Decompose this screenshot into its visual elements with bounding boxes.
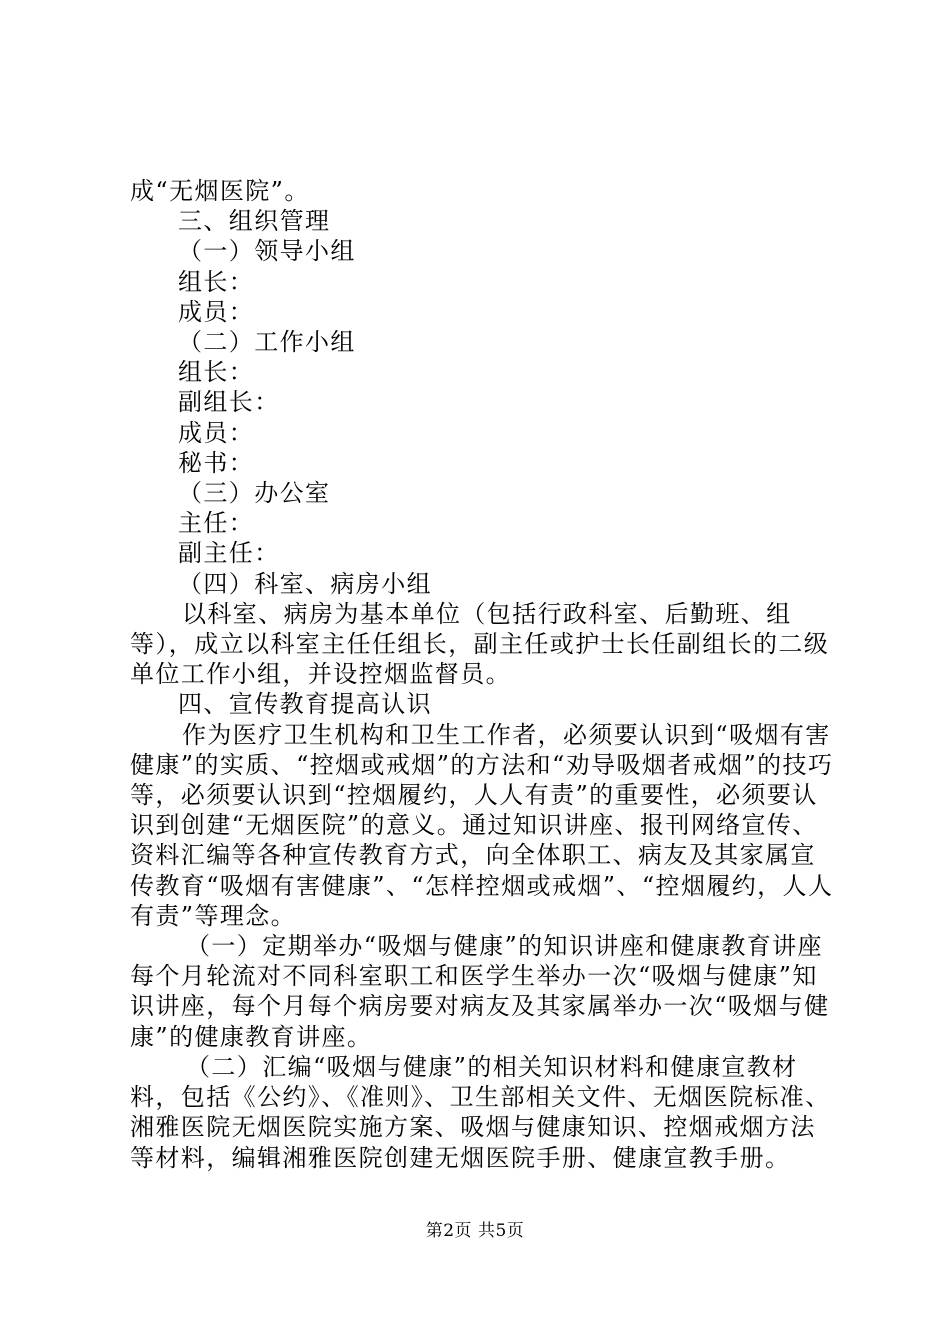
subsection-department-ward-group: （四）科室、病房小组	[178, 569, 432, 598]
field-deputy-leader: 副组长：	[178, 388, 280, 417]
section-heading-organization: 三、组织管理	[178, 207, 331, 236]
field-members: 成员：	[178, 297, 255, 326]
subsection-working-group: （二）工作小组	[178, 328, 356, 357]
field-members: 成员：	[178, 418, 255, 447]
subsection-leadership-group: （一）领导小组	[178, 237, 356, 266]
page-number-footer: 第2页 共5页	[425, 1221, 525, 1241]
section-heading-education: 四、宣传教育提高认识	[178, 690, 432, 719]
field-leader: 组长：	[178, 267, 255, 296]
paragraph-department-units: 以科室、病房为基本单位（包括行政科室、后勤班、组等），成立以科室主任任组长，副主任或护士长任副组长的二级单位工作小组，并设控烟监督员。	[130, 599, 830, 689]
field-director: 主任：	[178, 509, 255, 538]
paragraph-lectures: （一）定期举办“吸烟与健康”的知识讲座和健康教育讲座每个月轮流对不同科室职工和医学生举办一次“吸烟与健康”知识讲座，每个月每个病房要对病友及其家属举办一次“吸烟与健康”的健康教育讲座。	[130, 932, 830, 1051]
paragraph-materials: （二）汇编“吸烟与健康”的相关知识材料和健康宣教材料，包括《公约》、《准则》、卫生部相关文件、无烟医院标准、湘雅医院无烟医院实施方案、吸烟与健康知识、控烟戒烟方法等材料，编辑湘雅医院创建无烟医院手册、健康宣教手册。	[130, 1052, 831, 1172]
field-secretary: 秘书：	[178, 448, 255, 477]
paragraph-education: 作为医疗卫生机构和卫生工作者，必须要认识到“吸烟有害健康”的实质、“控烟或戒烟”的方法和“劝导吸烟者戒烟”的技巧等，必须要认识到“控烟履约，人人有责”的重要性，必须要认识到创建“无烟医院”的意义。通过知识讲座、报刊网络宣传、资料汇编等各种宣传教育方式，向全体职工、病友及其家属宣传教育“吸烟有害健康”、“怎样控烟或戒烟”、“控烟履约，人人有责”等理念。	[130, 720, 834, 930]
field-deputy-director: 副主任：	[178, 539, 280, 568]
field-leader: 组长：	[178, 358, 255, 387]
text-line-continuation: 成“无烟医院”。	[130, 177, 310, 205]
document-body	[130, 176, 838, 1173]
subsection-office: （三）办公室	[178, 479, 331, 508]
